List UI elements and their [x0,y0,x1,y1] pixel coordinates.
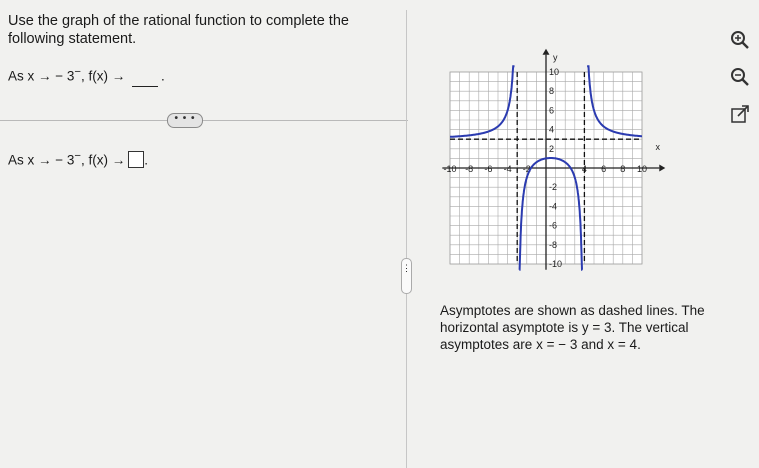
y-tick-label: -6 [549,220,558,231]
y-tick-label: 6 [549,105,555,116]
y-axis-label: y [553,52,558,63]
x-tick-label: -2 [522,164,531,174]
zoom-out-icon[interactable] [727,64,753,90]
answer-statement: As x → − 3−, f(x) → . [8,150,148,168]
x-axis-label: x [655,142,660,152]
x-tick-label: -8 [465,164,474,174]
y-tick-label: -2 [549,182,558,193]
external-link-icon[interactable] [727,102,753,128]
statement: As x → − 3−, f(x) → . [8,66,165,87]
x-tick-label: -6 [484,164,493,174]
y-tick-label: -4 [549,201,558,212]
x-tick-label: 8 [620,164,626,174]
x-tick-label: 4 [581,164,587,174]
y-tick-label: -10 [549,259,563,269]
zoom-in-icon[interactable] [727,27,753,53]
more-button[interactable]: • • • [167,113,203,128]
x-tick-label: -10 [443,164,457,174]
x-tick-label: 6 [601,164,607,174]
x-tick-label: -4 [503,164,512,174]
graph-caption: Asymptotes are shown as dashed lines. The horizontal asymptote is y = 3. The vertical asymptotes are x = − 3 and x = 4. [440,303,705,352]
y-tick-label: -8 [549,239,558,250]
x-tick-label: 10 [636,164,648,174]
y-axis-arrow [543,49,550,55]
question-prompt: Use the graph of the rational function to complete the following statement. [8,13,349,47]
y-tick-label: 8 [549,86,555,97]
y-tick-label: 4 [549,124,555,135]
x-axis-arrow [659,165,665,172]
y-tick-label: 2 [549,143,555,154]
y-tick-label: 10 [549,67,560,77]
resize-handle[interactable]: ⋮ [401,258,412,294]
